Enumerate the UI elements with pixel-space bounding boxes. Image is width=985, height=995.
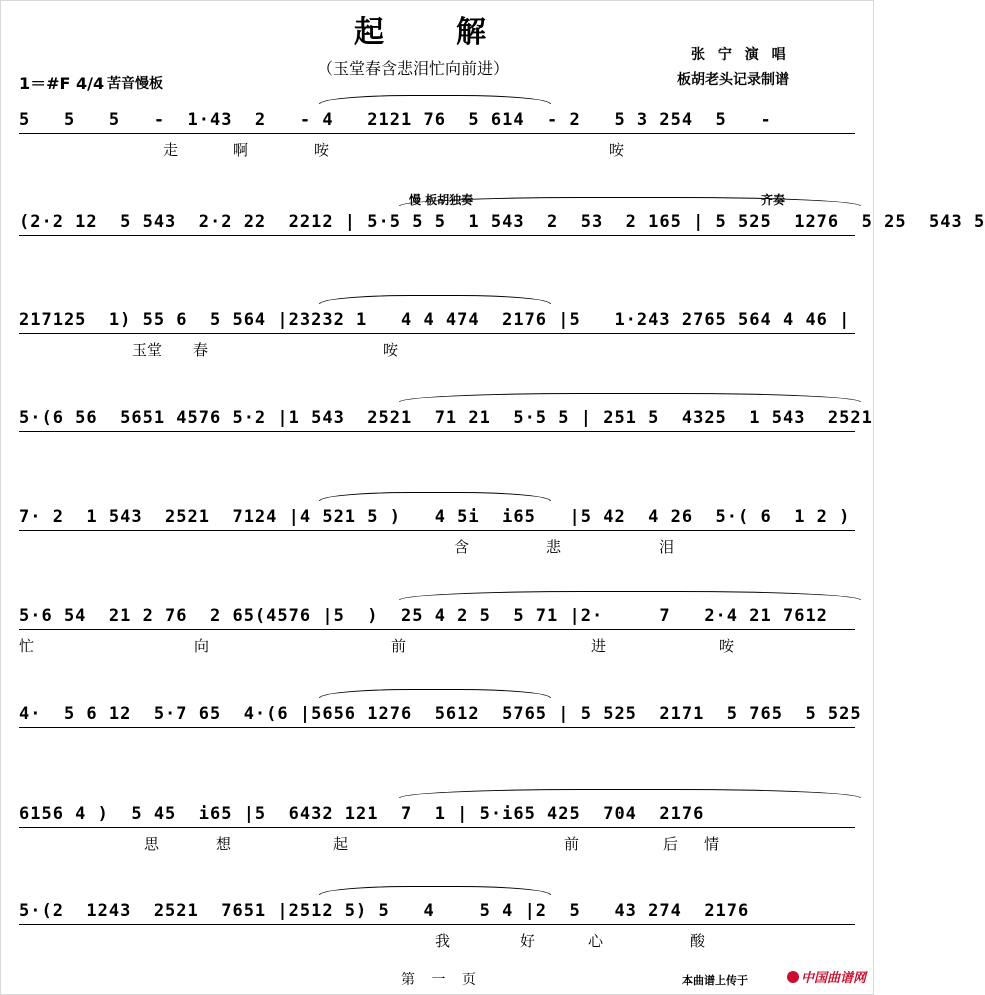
page-number: 第 一 页: [401, 972, 482, 988]
lyric-syllable: 咹: [609, 141, 625, 159]
notation-system-4: [19, 407, 873, 467]
lyric-syllable: 起: [333, 835, 349, 853]
notation-system-3: [19, 309, 863, 369]
slur-mark: [399, 393, 861, 402]
performance-mark: 齐奏: [761, 193, 786, 207]
recorder-credit: 板胡老头记录制谱: [677, 72, 789, 88]
beam-line: [19, 235, 855, 236]
slur-mark: [399, 789, 861, 798]
beam-line: [19, 133, 855, 134]
slur-mark: [319, 886, 551, 895]
beam-line: [19, 431, 855, 432]
notation-system-8: [19, 803, 863, 863]
lyric-syllable: 思: [144, 835, 160, 853]
notation-system-7: [19, 703, 863, 763]
notation-system-6: [19, 605, 863, 665]
lyric-syllable: 咹: [314, 141, 330, 159]
slur-mark: [319, 95, 551, 104]
lyric-syllable: 前: [391, 637, 407, 655]
notation-system-5: [19, 506, 863, 566]
score-title: 起解: [354, 15, 558, 50]
beam-line: [19, 333, 855, 334]
lyric-syllable: 酸: [690, 932, 706, 950]
upload-credit: 本曲谱上传于: [682, 974, 748, 987]
slur-mark: [319, 689, 551, 698]
notation-system-9: [19, 900, 863, 960]
lyric-syllable: 悲: [546, 538, 562, 556]
beam-line: [19, 924, 855, 925]
notation-line: 5·(6 56 5651 4576 5·2 |1 543 2521 71 21 5·5 5 | 251 5 4325 1 543 2521: [19, 408, 873, 428]
lyric-syllable: 咹: [719, 637, 735, 655]
logo-text: 中国曲谱网: [801, 971, 867, 986]
singer-credit: 张 宁 演 唱: [691, 47, 790, 63]
lyric-syllable: 含: [454, 538, 470, 556]
lyric-syllable: 忙: [19, 637, 35, 655]
lyric-syllable: 前: [564, 835, 580, 853]
beam-line: [19, 629, 855, 630]
logo-icon: [787, 971, 799, 983]
beam-line: [19, 827, 855, 828]
lyric-syllable: 我: [435, 932, 451, 950]
lyric-syllable: 春: [193, 341, 209, 359]
key-signature: 1＝#F 4/4: [19, 74, 105, 93]
slur-mark: [319, 492, 551, 501]
notation-line: 4· 5 6 12 5·7 65 4·(6 |5656 1276 5612 5765 | 5 525 2171 5 765 5 525: [19, 704, 862, 724]
lyric-syllable: 啊: [233, 141, 249, 159]
lyric-syllable: 心: [588, 932, 604, 950]
notation-line: 5·6 54 21 2 76 2 65(4576 |5 ) 25 4 2 5 5 71 |2· 7 2·4 21 7612: [19, 606, 828, 626]
notation-line: 7· 2 1 543 2521 7124 |4 521 5 ) 4 5i i65 |5 42 4 26 5·( 6 1 2 ): [19, 507, 851, 527]
lyric-syllable: 后: [663, 835, 679, 853]
performance-mark: 慢 板胡独奏: [409, 193, 474, 207]
slur-mark: [319, 295, 551, 304]
lyric-syllable: 玉堂: [132, 341, 163, 359]
notation-system-2: [19, 193, 985, 271]
notation-line: 5 5 5 - 1·43 2 - 4 2121 76 5 614 - 2 5 3 254 5 -: [19, 110, 772, 130]
lyric-syllable: 情: [704, 835, 720, 853]
site-logo[interactable]: [787, 967, 866, 986]
notation-line: 6156 4 ) 5 45 i65 |5 6432 121 7 1 | 5·i65 425 704 2176: [19, 804, 705, 824]
notation-line: 5·(2 1243 2521 7651 |2512 5) 5 4 5 4 |2 5 43 274 2176: [19, 901, 750, 921]
lyric-syllable: 想: [216, 835, 232, 853]
notation-line: (2·2 12 5 543 2·2 22 2212 | 5·5 5 5 1 543 2 53 2 165 | 5 525 1276 5 25 543 5: [19, 212, 985, 232]
tempo-marking: 苦音慢板: [107, 76, 163, 92]
lyric-syllable: 咹: [383, 341, 399, 359]
lyric-syllable: 好: [520, 932, 536, 950]
lyric-syllable: 走: [163, 141, 179, 159]
lyric-syllable: 向: [194, 637, 210, 655]
beam-line: [19, 727, 855, 728]
beam-line: [19, 530, 855, 531]
notation-line: 217125 1) 55 6 5 564 |23232 1 4 4 474 2176 |5 1·243 2765 564 4 46 |: [19, 310, 851, 330]
lyric-syllable: 泪: [659, 538, 675, 556]
notation-system-1: [19, 109, 863, 169]
slur-mark: [399, 591, 861, 600]
score-subtitle: （玉堂春含悲泪忙向前进）: [317, 59, 510, 78]
lyric-syllable: 进: [591, 637, 607, 655]
